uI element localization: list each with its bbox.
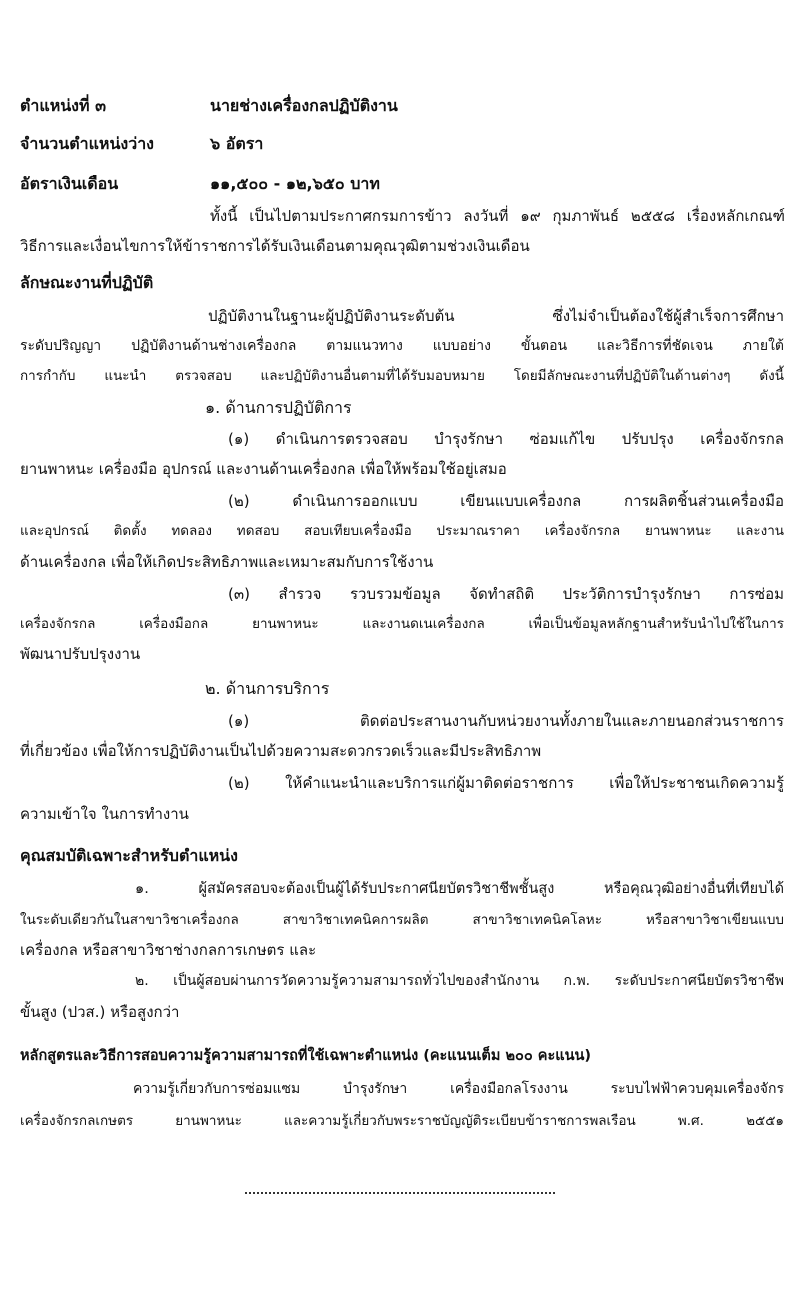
s2-item2-line-2: ความเข้าใจ ในการทำงาน [20, 805, 189, 823]
s2-item1-line-2: ที่เกี่ยวข้อง เพื่อให้การปฏิบัติงานเป็นไปด้วยความสะดวกรวดเร็วและมีประสิทธิภาพ [20, 742, 542, 760]
s1-item1-line-2: ยานพาหนะ เครื่องมือ อุปกรณ์ และงานด้านเครื่องกล เพื่อให้พร้อมใช้อยู่เสมอ [20, 460, 507, 478]
job-nature-intro-3: การกำกับ แนะนำ ตรวจสอบ และปฏิบัติงานอื่นตามที่ได้รับมอบหมาย โดยมีลักษณะงานที่ปฏิบัติในด้านต่างๆ ดังนี้ [20, 368, 784, 384]
job-nature-intro-2: ระดับปริญญา ปฏิบัติงานด้านช่างเครื่องกล ตามแนวทาง แบบอย่าง ขั้นตอน และวิธีการที่ชัดเจน ภายใต้ [20, 338, 784, 354]
s1-item1-line-1: (๑) ดำเนินการตรวจสอบ บำรุงรักษา ซ่อมแก้ไข ปรับปรุง เครื่องจักรกล [228, 430, 784, 448]
exam-body-line-2: เครื่องจักรกลเกษตร ยานพาหนะ และความรู้เกี่ยวกับพระราชบัญญัติระเบียบข้าราชการพลเรือน พ.ศ. ๒๕๕๑ [20, 1113, 784, 1129]
dotted-separator [245, 1192, 555, 1194]
qual-item1-line-2: ในระดับเดียวกันในสาขาวิชาเครื่องกล สาขาวิชาเทคนิคการผลิต สาขาวิชาเทคนิคโลหะ หรือสาขาวิชาเขียนแบบ [20, 912, 784, 928]
section-2-title: ๒. ด้านการบริการ [205, 679, 330, 698]
s1-item2-line-1: (๒) ดำเนินการออกแบบ เขียนแบบเครื่องกล การผลิตชิ้นส่วนเครื่องมือ [228, 492, 784, 510]
section-1-title: ๑. ด้านการปฏิบัติการ [205, 398, 352, 417]
vacancies-label: จำนวนตำแหน่งว่าง [20, 134, 154, 153]
s1-item3-line-2: เครื่องจักรกล เครื่องมือกล ยานพาหนะ และงานดเนเครื่องกล เพื่อเป็นข้อมูลหลักฐานสำหรับนำไปใช้ในการ [20, 616, 784, 632]
position-value: นายช่างเครื่องกลปฏิบัติงาน [210, 96, 398, 115]
s1-item3-line-3: พัฒนาปรับปรุงงาน [20, 645, 141, 663]
exam-heading: หลักสูตรและวิธีการสอบความรู้ความสามารถที่ใช้เฉพาะตำแหน่ง (คะแนนเต็ม ๒๐๐ คะแนน) [20, 1048, 592, 1064]
qualifications-heading: คุณสมบัติเฉพาะสำหรับตำแหน่ง [20, 846, 238, 865]
salary-value: ๑๑,๕๐๐ - ๑๒,๖๕๐ บาท [210, 174, 380, 193]
position-label: ตำแหน่งที่ ๓ [20, 96, 107, 115]
salary-note-line-2: วิธีการและเงื่อนไขการให้ข้าราชการได้รับเงินเดือนตามคุณวุฒิตามช่วงเงินเดือน [20, 237, 530, 255]
job-nature-heading: ลักษณะงานที่ปฏิบัติ [20, 273, 154, 292]
qual-item2-line-2: ขั้นสูง (ปวส.) หรือสูงกว่า [20, 1003, 180, 1021]
job-nature-intro-1: ปฏิบัติงานในฐานะผู้ปฏิบัติงานระดับต้น ซึ่งไม่จำเป็นต้องใช้ผู้สำเร็จการศึกษา [208, 307, 784, 325]
qual-item1-line-1: ๑. ผู้สมัครสอบจะต้องเป็นผู้ได้รับประกาศนียบัตรวิชาชีพชั้นสูง หรือคุณวุฒิอย่างอื่นที่เทียบได้ [135, 881, 784, 897]
qual-item2-line-1: ๒. เป็นผู้สอบผ่านการวัดความรู้ความสามารถทั่วไปของสำนักงาน ก.พ. ระดับประกาศนียบัตรวิชาชีพ [135, 973, 784, 989]
salary-label: อัตราเงินเดือน [20, 174, 119, 193]
s2-item1-line-1: (๑) ติดต่อประสานงานกับหน่วยงานทั้งภายในและภายนอกส่วนราชการ [228, 712, 784, 730]
vacancies-value: ๖ อัตรา [210, 134, 264, 153]
qual-item1-line-3: เครื่องกล หรือสาขาวิชาช่างกลการเกษตร และ [20, 941, 317, 959]
salary-note-line-1: ทั้งนี้ เป็นไปตามประกาศกรมการข้าว ลงวันที่ ๑๙ กุมภาพันธ์ ๒๕๕๘ เรื่องหลักเกณฑ์ [210, 207, 785, 225]
s1-item3-line-1: (๓) สำรวจ รวบรวมข้อมูล จัดทำสถิติ ประวัติการบำรุงรักษา การซ่อม [228, 585, 784, 603]
s2-item2-line-1: (๒) ให้คำแนะนำและบริการแก่ผู้มาติดต่อราชการ เพื่อให้ประชาชนเกิดความรู้ [228, 774, 784, 792]
s1-item2-line-3: ด้านเครื่องกล เพื่อให้เกิดประสิทธิภาพและเหมาะสมกับการใช้งาน [20, 553, 434, 571]
s1-item2-line-2: และอุปกรณ์ ติดตั้ง ทดลอง ทดสอบ สอบเทียบเครื่องมือ ประมาณราคา เครื่องจักรกล ยานพาหนะ และงาน [20, 523, 784, 539]
exam-body-line-1: ความรู้เกี่ยวกับการซ่อมแซม บำรุงรักษา เครื่องมือกลโรงงาน ระบบไฟฟ้าควบคุมเครื่องจักร [133, 1081, 784, 1097]
